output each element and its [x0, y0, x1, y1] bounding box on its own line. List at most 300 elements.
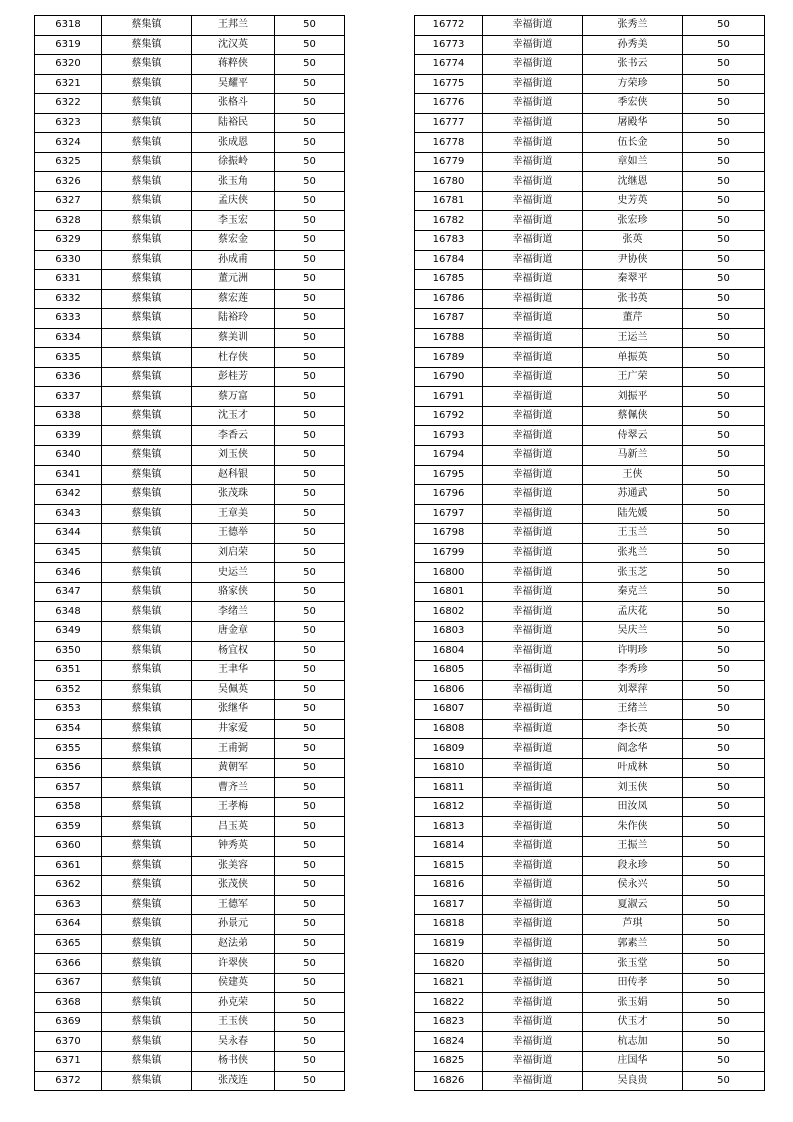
amount-cell: 50 — [683, 289, 765, 309]
person-name-cell: 沈继恩 — [583, 172, 683, 192]
person-name-cell: 苏通武 — [583, 485, 683, 505]
amount-cell: 50 — [683, 426, 765, 446]
row-number-cell: 6326 — [35, 172, 102, 192]
person-name-cell: 孙景元 — [192, 915, 275, 935]
person-name-cell: 王甫弼 — [192, 739, 275, 759]
person-name-cell: 李玉宏 — [192, 211, 275, 231]
row-number-cell: 6360 — [35, 836, 102, 856]
district-cell: 幸福街道 — [483, 876, 583, 896]
table-row — [35, 211, 345, 231]
row-number-cell: 6332 — [35, 289, 102, 309]
district-cell: 蔡集镇 — [102, 797, 192, 817]
amount-cell: 50 — [275, 973, 345, 993]
row-number-cell: 16797 — [415, 504, 483, 524]
person-name-cell: 蔡万富 — [192, 387, 275, 407]
district-cell: 蔡集镇 — [102, 55, 192, 75]
row-number-cell: 16776 — [415, 94, 483, 114]
table-row — [415, 524, 765, 544]
amount-cell: 50 — [275, 367, 345, 387]
amount-cell: 50 — [683, 485, 765, 505]
row-number-cell: 16793 — [415, 426, 483, 446]
person-name-cell: 蔡美训 — [192, 328, 275, 348]
row-number-cell: 16803 — [415, 621, 483, 641]
table-row — [35, 758, 345, 778]
table-row — [35, 954, 345, 974]
row-number-cell: 16774 — [415, 55, 483, 75]
amount-cell: 50 — [683, 231, 765, 251]
person-name-cell: 曹齐兰 — [192, 778, 275, 798]
district-cell: 蔡集镇 — [102, 876, 192, 896]
person-name-cell: 刘玉侠 — [192, 446, 275, 466]
person-name-cell: 郭素兰 — [583, 934, 683, 954]
row-number-cell: 6331 — [35, 270, 102, 290]
person-name-cell: 钟秀英 — [192, 836, 275, 856]
row-number-cell: 6342 — [35, 485, 102, 505]
row-number-cell: 6357 — [35, 778, 102, 798]
amount-cell: 50 — [275, 406, 345, 426]
district-cell: 蔡集镇 — [102, 133, 192, 153]
district-cell: 蔡集镇 — [102, 856, 192, 876]
person-name-cell: 张继华 — [192, 700, 275, 720]
row-number-cell: 16823 — [415, 1012, 483, 1032]
person-name-cell: 张玉堂 — [583, 954, 683, 974]
person-name-cell: 沈汉英 — [192, 35, 275, 55]
table-row — [35, 778, 345, 798]
person-name-cell: 刘振平 — [583, 387, 683, 407]
table-row — [35, 934, 345, 954]
table-row — [415, 485, 765, 505]
amount-cell: 50 — [683, 406, 765, 426]
person-name-cell: 张英 — [583, 231, 683, 251]
amount-cell: 50 — [275, 504, 345, 524]
person-name-cell: 王德军 — [192, 895, 275, 915]
district-cell: 蔡集镇 — [102, 270, 192, 290]
district-cell: 幸福街道 — [483, 641, 583, 661]
amount-cell: 50 — [683, 954, 765, 974]
district-cell: 蔡集镇 — [102, 739, 192, 759]
amount-cell: 50 — [683, 16, 765, 36]
amount-cell: 50 — [275, 778, 345, 798]
row-number-cell: 16800 — [415, 563, 483, 583]
district-cell: 蔡集镇 — [102, 700, 192, 720]
table-row — [415, 289, 765, 309]
table-row — [35, 739, 345, 759]
amount-cell: 50 — [683, 504, 765, 524]
row-number-cell: 6337 — [35, 387, 102, 407]
person-name-cell: 蔡宏金 — [192, 231, 275, 251]
person-name-cell: 黄朝军 — [192, 758, 275, 778]
table-row — [35, 133, 345, 153]
row-number-cell: 16812 — [415, 797, 483, 817]
district-cell: 蔡集镇 — [102, 915, 192, 935]
person-name-cell: 彭桂芳 — [192, 367, 275, 387]
table-row — [415, 270, 765, 290]
amount-cell: 50 — [683, 94, 765, 114]
district-cell: 幸福街道 — [483, 191, 583, 211]
district-cell: 幸福街道 — [483, 661, 583, 681]
row-number-cell: 6319 — [35, 35, 102, 55]
amount-cell: 50 — [275, 621, 345, 641]
table-row — [415, 1071, 765, 1091]
table-row — [415, 543, 765, 563]
amount-cell: 50 — [683, 387, 765, 407]
amount-cell: 50 — [275, 289, 345, 309]
table-row — [415, 602, 765, 622]
district-cell: 幸福街道 — [483, 582, 583, 602]
table-row — [35, 191, 345, 211]
amount-cell: 50 — [275, 74, 345, 94]
row-number-cell: 6341 — [35, 465, 102, 485]
table-row — [415, 1051, 765, 1071]
person-name-cell: 李长英 — [583, 719, 683, 739]
person-name-cell: 方荣珍 — [583, 74, 683, 94]
table-row — [415, 680, 765, 700]
amount-cell: 50 — [683, 661, 765, 681]
table-row — [35, 1071, 345, 1091]
district-cell: 蔡集镇 — [102, 973, 192, 993]
district-cell: 蔡集镇 — [102, 191, 192, 211]
row-number-cell: 16824 — [415, 1032, 483, 1052]
table-row — [35, 680, 345, 700]
district-cell: 幸福街道 — [483, 739, 583, 759]
row-number-cell: 6366 — [35, 954, 102, 974]
district-cell: 幸福街道 — [483, 16, 583, 36]
person-name-cell: 刘玉侠 — [583, 778, 683, 798]
amount-cell: 50 — [275, 35, 345, 55]
amount-cell: 50 — [683, 133, 765, 153]
person-name-cell: 史芳英 — [583, 191, 683, 211]
amount-cell: 50 — [275, 680, 345, 700]
district-cell: 幸福街道 — [483, 543, 583, 563]
amount-cell: 50 — [683, 309, 765, 329]
row-number-cell: 6356 — [35, 758, 102, 778]
person-name-cell: 王玉兰 — [583, 524, 683, 544]
district-cell: 幸福街道 — [483, 94, 583, 114]
table-row — [35, 35, 345, 55]
row-number-cell: 6339 — [35, 426, 102, 446]
person-name-cell: 伍长金 — [583, 133, 683, 153]
district-cell: 蔡集镇 — [102, 641, 192, 661]
table-row — [35, 543, 345, 563]
table-row — [415, 152, 765, 172]
district-cell: 蔡集镇 — [102, 582, 192, 602]
row-number-cell: 6359 — [35, 817, 102, 837]
row-number-cell: 6347 — [35, 582, 102, 602]
row-number-cell: 16826 — [415, 1071, 483, 1091]
row-number-cell: 16794 — [415, 446, 483, 466]
amount-cell: 50 — [275, 485, 345, 505]
table-row — [35, 973, 345, 993]
table-row — [415, 74, 765, 94]
person-name-cell: 秦克兰 — [583, 582, 683, 602]
person-name-cell: 赵法弟 — [192, 934, 275, 954]
district-cell: 蔡集镇 — [102, 406, 192, 426]
amount-cell: 50 — [275, 172, 345, 192]
table-row — [415, 113, 765, 133]
table-row — [415, 191, 765, 211]
district-cell: 幸福街道 — [483, 1071, 583, 1091]
district-cell: 幸福街道 — [483, 700, 583, 720]
district-cell: 蔡集镇 — [102, 954, 192, 974]
amount-cell: 50 — [275, 739, 345, 759]
amount-cell: 50 — [683, 211, 765, 231]
district-cell: 幸福街道 — [483, 934, 583, 954]
person-name-cell: 刘启荣 — [192, 543, 275, 563]
person-name-cell: 蔡宏莲 — [192, 289, 275, 309]
district-cell: 幸福街道 — [483, 1051, 583, 1071]
row-number-cell: 6368 — [35, 993, 102, 1013]
table-row — [35, 1012, 345, 1032]
person-name-cell: 伏玉才 — [583, 1012, 683, 1032]
table-row — [415, 309, 765, 329]
table-row — [35, 328, 345, 348]
person-name-cell: 张兆兰 — [583, 543, 683, 563]
district-cell: 蔡集镇 — [102, 35, 192, 55]
person-name-cell: 陆裕民 — [192, 113, 275, 133]
district-cell: 幸福街道 — [483, 74, 583, 94]
amount-cell: 50 — [683, 856, 765, 876]
district-cell: 蔡集镇 — [102, 1051, 192, 1071]
amount-cell: 50 — [683, 152, 765, 172]
district-cell: 蔡集镇 — [102, 836, 192, 856]
person-name-cell: 王运兰 — [583, 328, 683, 348]
amount-cell: 50 — [683, 719, 765, 739]
row-number-cell: 16822 — [415, 993, 483, 1013]
table-row — [35, 113, 345, 133]
table-row — [35, 876, 345, 896]
row-number-cell: 6322 — [35, 94, 102, 114]
row-number-cell: 6371 — [35, 1051, 102, 1071]
table-row — [415, 915, 765, 935]
amount-cell: 50 — [683, 797, 765, 817]
table-row — [415, 406, 765, 426]
table-row — [415, 797, 765, 817]
row-number-cell: 16806 — [415, 680, 483, 700]
district-cell: 蔡集镇 — [102, 367, 192, 387]
amount-cell: 50 — [275, 836, 345, 856]
amount-cell: 50 — [275, 543, 345, 563]
table-row — [415, 582, 765, 602]
table-row — [415, 446, 765, 466]
table-row — [35, 602, 345, 622]
row-number-cell: 16811 — [415, 778, 483, 798]
table-row — [415, 621, 765, 641]
person-name-cell: 张玉角 — [192, 172, 275, 192]
table-row — [35, 152, 345, 172]
table-row — [415, 231, 765, 251]
table-row — [415, 35, 765, 55]
amount-cell: 50 — [275, 426, 345, 446]
table-row — [35, 582, 345, 602]
row-number-cell: 16808 — [415, 719, 483, 739]
district-cell: 幸福街道 — [483, 563, 583, 583]
person-name-cell: 王德举 — [192, 524, 275, 544]
district-cell: 幸福街道 — [483, 55, 583, 75]
person-name-cell: 庄国华 — [583, 1051, 683, 1071]
person-name-cell: 朱作侠 — [583, 817, 683, 837]
table-row — [35, 465, 345, 485]
row-number-cell: 6346 — [35, 563, 102, 583]
row-number-cell: 16815 — [415, 856, 483, 876]
district-cell: 蔡集镇 — [102, 172, 192, 192]
person-name-cell: 唐金章 — [192, 621, 275, 641]
row-number-cell: 16814 — [415, 836, 483, 856]
table-row — [35, 309, 345, 329]
row-number-cell: 16787 — [415, 309, 483, 329]
row-number-cell: 6351 — [35, 661, 102, 681]
row-number-cell: 16809 — [415, 739, 483, 759]
person-name-cell: 许明珍 — [583, 641, 683, 661]
table-row — [35, 1051, 345, 1071]
person-name-cell: 井家爱 — [192, 719, 275, 739]
district-cell: 蔡集镇 — [102, 661, 192, 681]
amount-cell: 50 — [683, 446, 765, 466]
district-cell: 蔡集镇 — [102, 563, 192, 583]
district-cell: 蔡集镇 — [102, 758, 192, 778]
table-row — [415, 348, 765, 368]
table-row — [415, 895, 765, 915]
district-cell: 幸福街道 — [483, 270, 583, 290]
table-row — [35, 895, 345, 915]
district-cell: 幸福街道 — [483, 367, 583, 387]
amount-cell: 50 — [275, 602, 345, 622]
amount-cell: 50 — [683, 582, 765, 602]
district-cell: 蔡集镇 — [102, 621, 192, 641]
amount-cell: 50 — [275, 856, 345, 876]
row-number-cell: 6355 — [35, 739, 102, 759]
district-cell: 幸福街道 — [483, 1012, 583, 1032]
person-name-cell: 屠殿华 — [583, 113, 683, 133]
row-number-cell: 6340 — [35, 446, 102, 466]
amount-cell: 50 — [275, 758, 345, 778]
table-row — [35, 270, 345, 290]
amount-cell: 50 — [275, 1012, 345, 1032]
row-number-cell: 16802 — [415, 602, 483, 622]
row-number-cell: 16782 — [415, 211, 483, 231]
row-number-cell: 16801 — [415, 582, 483, 602]
row-number-cell: 6372 — [35, 1071, 102, 1091]
row-number-cell: 16788 — [415, 328, 483, 348]
table-row — [35, 250, 345, 270]
row-number-cell: 16825 — [415, 1051, 483, 1071]
table-row — [35, 289, 345, 309]
district-cell: 幸福街道 — [483, 797, 583, 817]
table-row — [35, 817, 345, 837]
row-number-cell: 6354 — [35, 719, 102, 739]
table-row — [415, 250, 765, 270]
row-number-cell: 16804 — [415, 641, 483, 661]
amount-cell: 50 — [683, 602, 765, 622]
person-name-cell: 阎念华 — [583, 739, 683, 759]
person-name-cell: 杨书侠 — [192, 1051, 275, 1071]
person-name-cell: 张茂珠 — [192, 485, 275, 505]
amount-cell: 50 — [683, 543, 765, 563]
person-name-cell: 张秀兰 — [583, 16, 683, 36]
district-cell: 蔡集镇 — [102, 993, 192, 1013]
table-row — [415, 700, 765, 720]
district-cell: 蔡集镇 — [102, 817, 192, 837]
person-name-cell: 史运兰 — [192, 563, 275, 583]
table-row — [415, 817, 765, 837]
table-row — [415, 836, 765, 856]
row-number-cell: 16790 — [415, 367, 483, 387]
table-row — [35, 563, 345, 583]
row-number-cell: 6369 — [35, 1012, 102, 1032]
row-number-cell: 6335 — [35, 348, 102, 368]
district-cell: 蔡集镇 — [102, 250, 192, 270]
table-row — [415, 172, 765, 192]
table-row — [415, 1032, 765, 1052]
district-cell: 幸福街道 — [483, 524, 583, 544]
person-name-cell: 孙克荣 — [192, 993, 275, 1013]
amount-cell: 50 — [275, 1071, 345, 1091]
row-number-cell: 6330 — [35, 250, 102, 270]
amount-cell: 50 — [275, 895, 345, 915]
district-cell: 幸福街道 — [483, 406, 583, 426]
amount-cell: 50 — [683, 465, 765, 485]
row-number-cell: 6343 — [35, 504, 102, 524]
table-row — [35, 16, 345, 36]
table-row — [415, 856, 765, 876]
table-row — [35, 172, 345, 192]
row-number-cell: 16820 — [415, 954, 483, 974]
row-number-cell: 16779 — [415, 152, 483, 172]
amount-cell: 50 — [683, 973, 765, 993]
person-name-cell: 杨宜权 — [192, 641, 275, 661]
table-row — [415, 211, 765, 231]
amount-cell: 50 — [683, 817, 765, 837]
row-number-cell: 6318 — [35, 16, 102, 36]
row-number-cell: 16818 — [415, 915, 483, 935]
amount-cell: 50 — [683, 1012, 765, 1032]
row-number-cell: 16796 — [415, 485, 483, 505]
person-name-cell: 张书云 — [583, 55, 683, 75]
table-row — [35, 524, 345, 544]
amount-cell: 50 — [683, 876, 765, 896]
district-cell: 幸福街道 — [483, 719, 583, 739]
person-name-cell: 陆先媛 — [583, 504, 683, 524]
row-number-cell: 16789 — [415, 348, 483, 368]
person-name-cell: 吴耀平 — [192, 74, 275, 94]
person-name-cell: 李香云 — [192, 426, 275, 446]
district-cell: 幸福街道 — [483, 35, 583, 55]
person-name-cell: 秦翠平 — [583, 270, 683, 290]
person-name-cell: 张茂连 — [192, 1071, 275, 1091]
row-number-cell: 6352 — [35, 680, 102, 700]
district-cell: 蔡集镇 — [102, 602, 192, 622]
person-name-cell: 张宏珍 — [583, 211, 683, 231]
amount-cell: 50 — [275, 1032, 345, 1052]
left-table-body — [35, 16, 345, 1091]
amount-cell: 50 — [683, 113, 765, 133]
row-number-cell: 6344 — [35, 524, 102, 544]
row-number-cell: 6348 — [35, 602, 102, 622]
row-number-cell: 16785 — [415, 270, 483, 290]
person-name-cell: 陆裕玲 — [192, 309, 275, 329]
district-cell: 蔡集镇 — [102, 504, 192, 524]
amount-cell: 50 — [683, 1051, 765, 1071]
row-number-cell: 16816 — [415, 876, 483, 896]
person-name-cell: 田汝凤 — [583, 797, 683, 817]
amount-cell: 50 — [275, 55, 345, 75]
amount-cell: 50 — [683, 563, 765, 583]
person-name-cell: 夏淑云 — [583, 895, 683, 915]
table-row — [35, 856, 345, 876]
row-number-cell: 16791 — [415, 387, 483, 407]
table-row — [415, 465, 765, 485]
district-cell: 幸福街道 — [483, 485, 583, 505]
row-number-cell: 16795 — [415, 465, 483, 485]
